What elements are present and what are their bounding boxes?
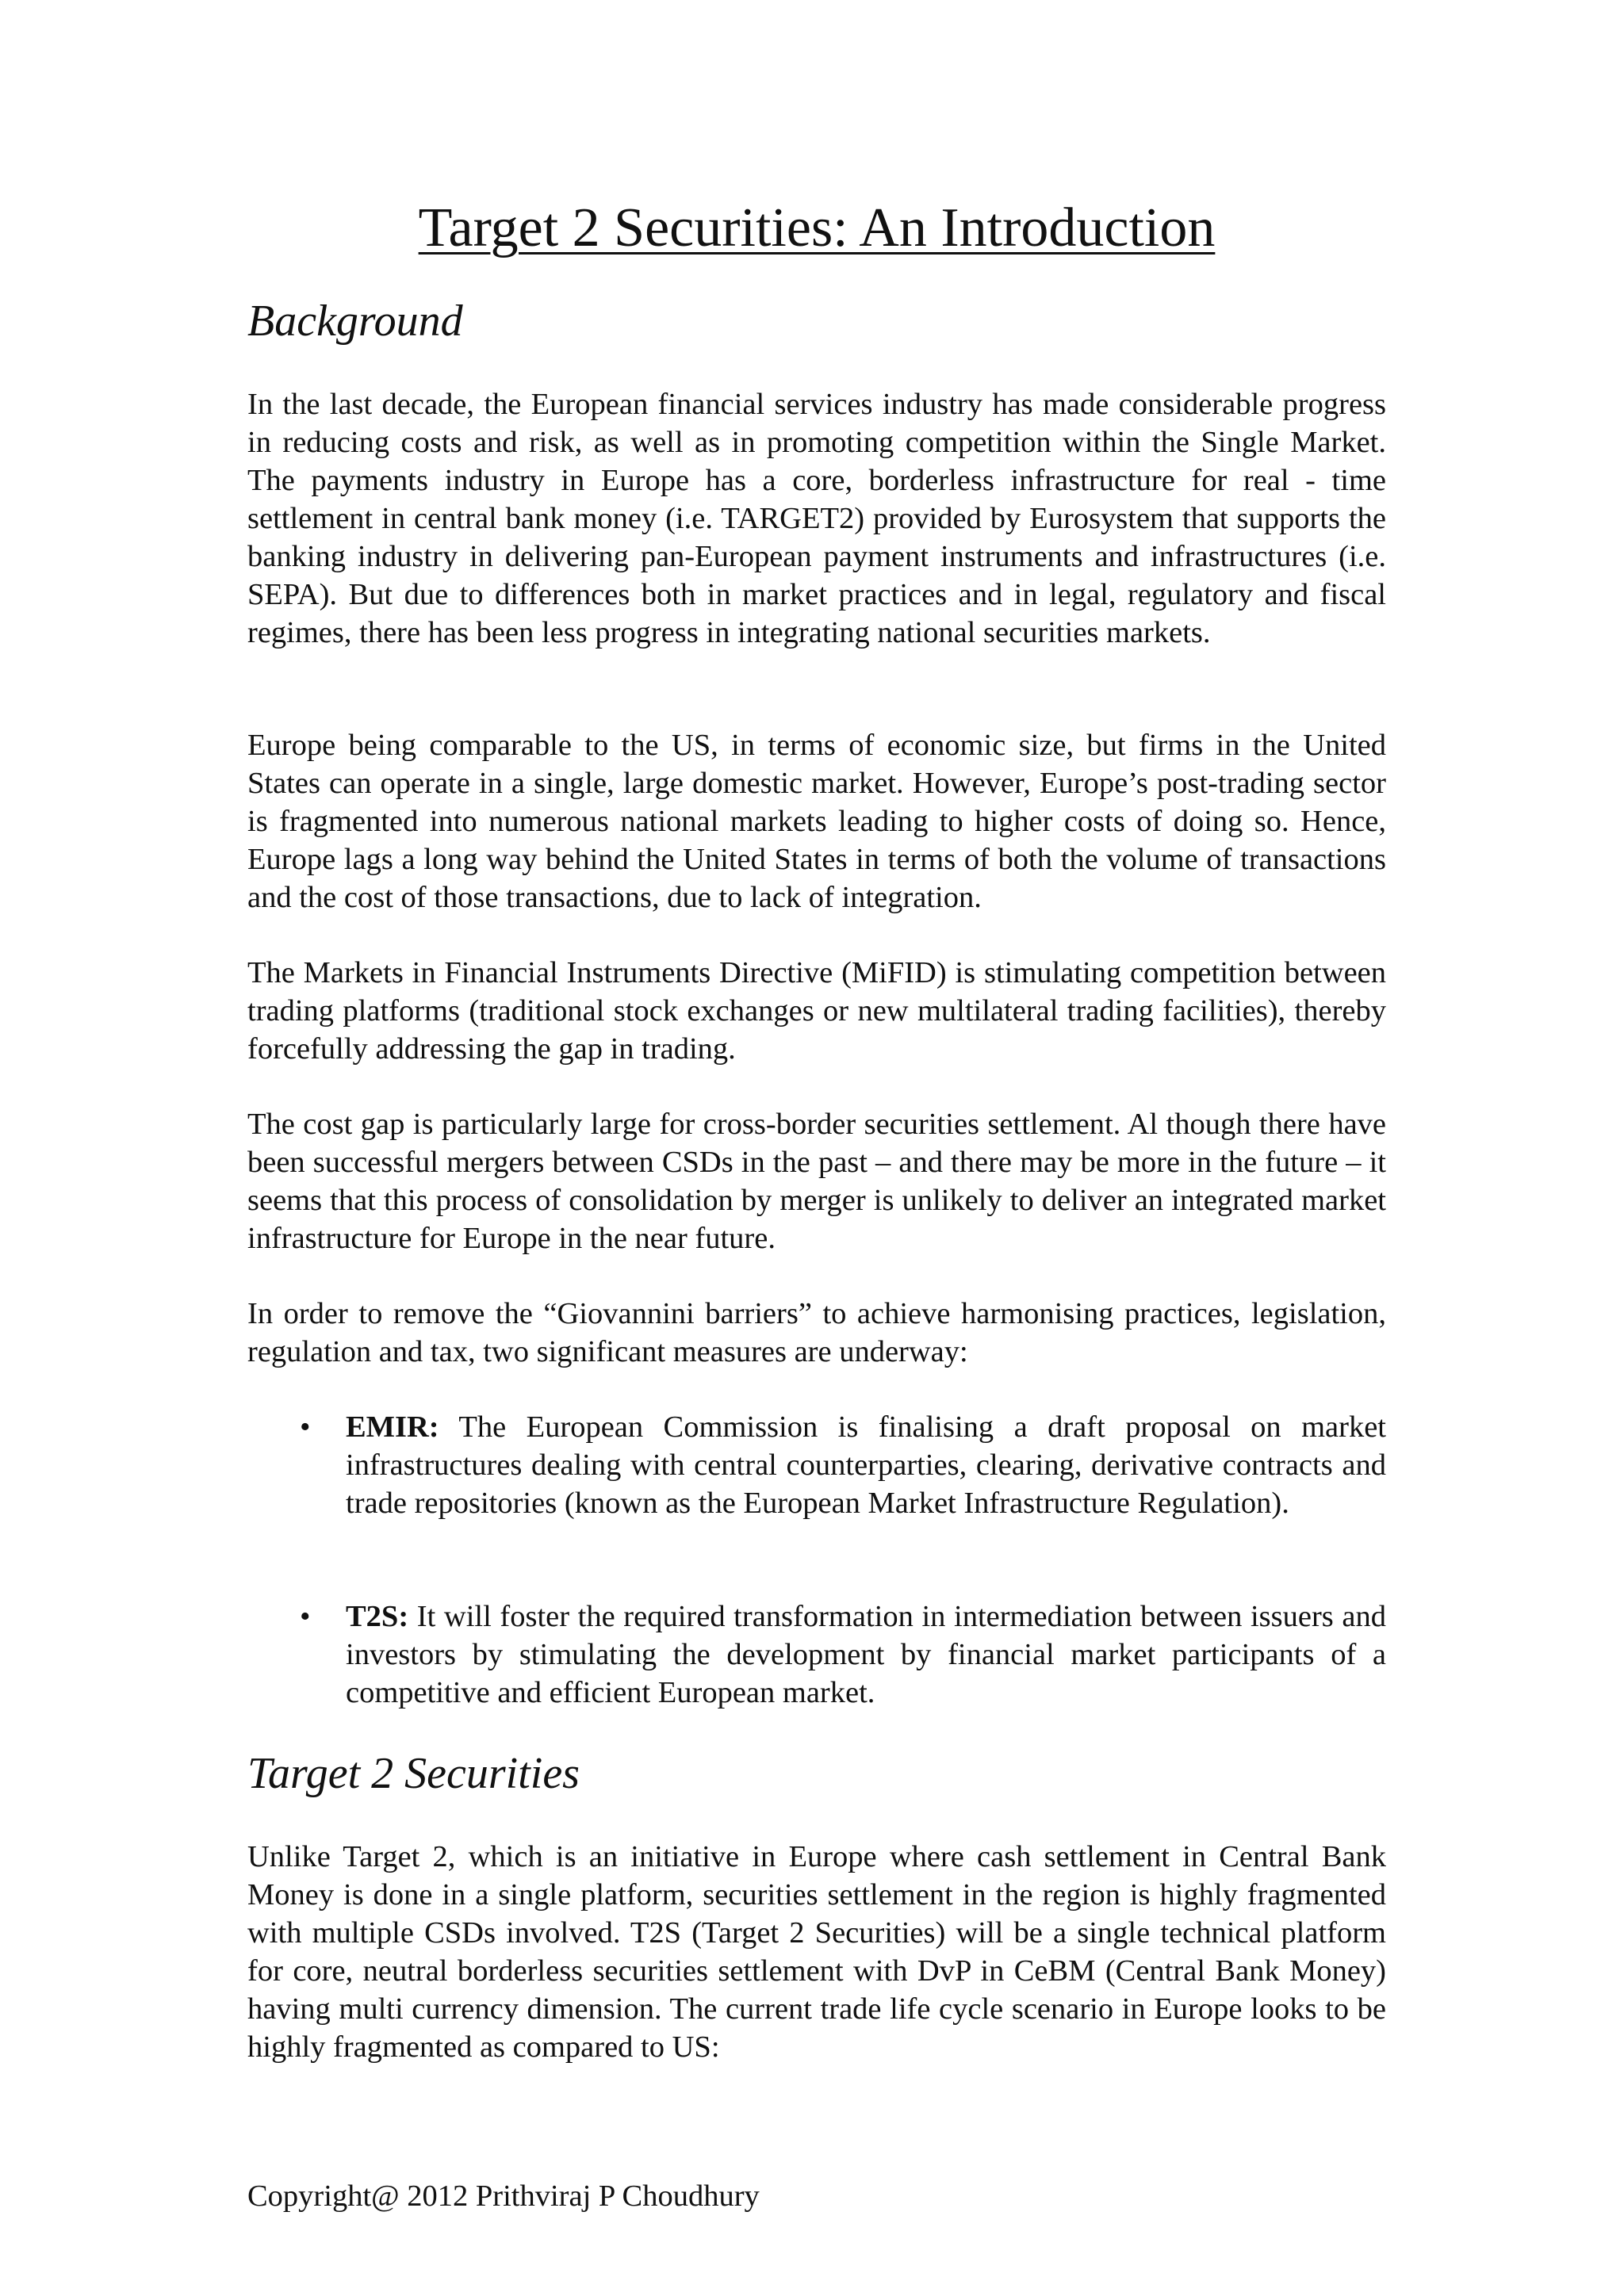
bullet-marker: • (300, 1600, 311, 1633)
paragraph-background-4: The cost gap is particularly large for cross-border securities settlement. Al though there have been successful mergers between CSDs in the past – and there may be more in the future – it seems that this process of consolidation by merger is unlikely to deliver an integrated market infrastructure for Europe in the near future. (247, 1108, 1386, 1255)
section-heading-target-2-securities: Target 2 Securities (247, 1749, 580, 1798)
list-item-body: The European Commission is finalising a draft proposal on market infrastructures dealing with central counterparties, clearing, derivative contracts and trade repositories (known as the European Market Infrastructure Regulation). (346, 1410, 1386, 1520)
paragraph-target-2-securities-1: Unlike Target 2, which is an initiative in Europe where cash settlement in Central Bank Money is done in a single platform, securities settlement in the region is highly fragmented with multiple CSDs involved. T2S (Target 2 Securities) will be a single technical platform for core, neutral borderless securities settlement with DvP in CeBM (Central Bank Money) having multi currency dimension. The current trade life cycle scenario in Europe looks to be highly fragmented as compared to US: (247, 1840, 1386, 2064)
paragraph-background-2: Europe being comparable to the US, in terms of economic size, but firms in the United States can operate in a single, large domestic market. However, Europe’s post-trading sector is fragmented into numerous national markets leading to higher costs of doing so. Hence, Europe lags a long way behind the United States in terms of both the volume of transactions and the cost of those transactions, due to lack of integration. (247, 729, 1386, 914)
paragraph-background-5: In order to remove the “Giovannini barriers” to achieve harmonising practices, legislation, regulation and tax, two significant measures are underway: (247, 1297, 1386, 1368)
section-heading-background: Background (247, 297, 463, 346)
paragraph-background-3: The Markets in Financial Instruments Directive (MiFID) is stimulating competition between trading platforms (traditional stock exchanges or new multilateral trading facilities), thereby forcefully addressing the gap in trading. (247, 956, 1386, 1066)
paragraph-background-1: In the last decade, the European financial services industry has made considerable progress in reducing costs and risk, as well as in promoting competition within the Single Market. The payments industry in Europe has a core, borderless infrastructure for real - time settlement in central bank money (i.e. TARGET2) provided by Eurosystem that supports the banking industry in delivering pan-European payment instruments and infrastructures (i.e. SEPA). But due to differences both in market practices and in legal, regulatory and fiscal regimes, there has been less progress in integrating national securities markets. (247, 388, 1386, 649)
list-item-text (346, 1598, 1386, 1712)
document-title (247, 195, 1386, 262)
page-footer-copyright: Copyright@ 2012 Prithviraj P Choudhury (247, 2179, 760, 2213)
bullet-marker: • (300, 1410, 311, 1444)
list-item-text (346, 1408, 1386, 1522)
document-title-text: Target 2 Securities: An Introduction (418, 197, 1216, 258)
list-item-body: It will foster the required transformation in intermediation between issuers and investors by stimulating the development by financial market participants of a competitive and efficient European market. (346, 1600, 1386, 1709)
list-item-term: T2S: (346, 1600, 409, 1633)
list-item-term: EMIR: (346, 1410, 439, 1444)
